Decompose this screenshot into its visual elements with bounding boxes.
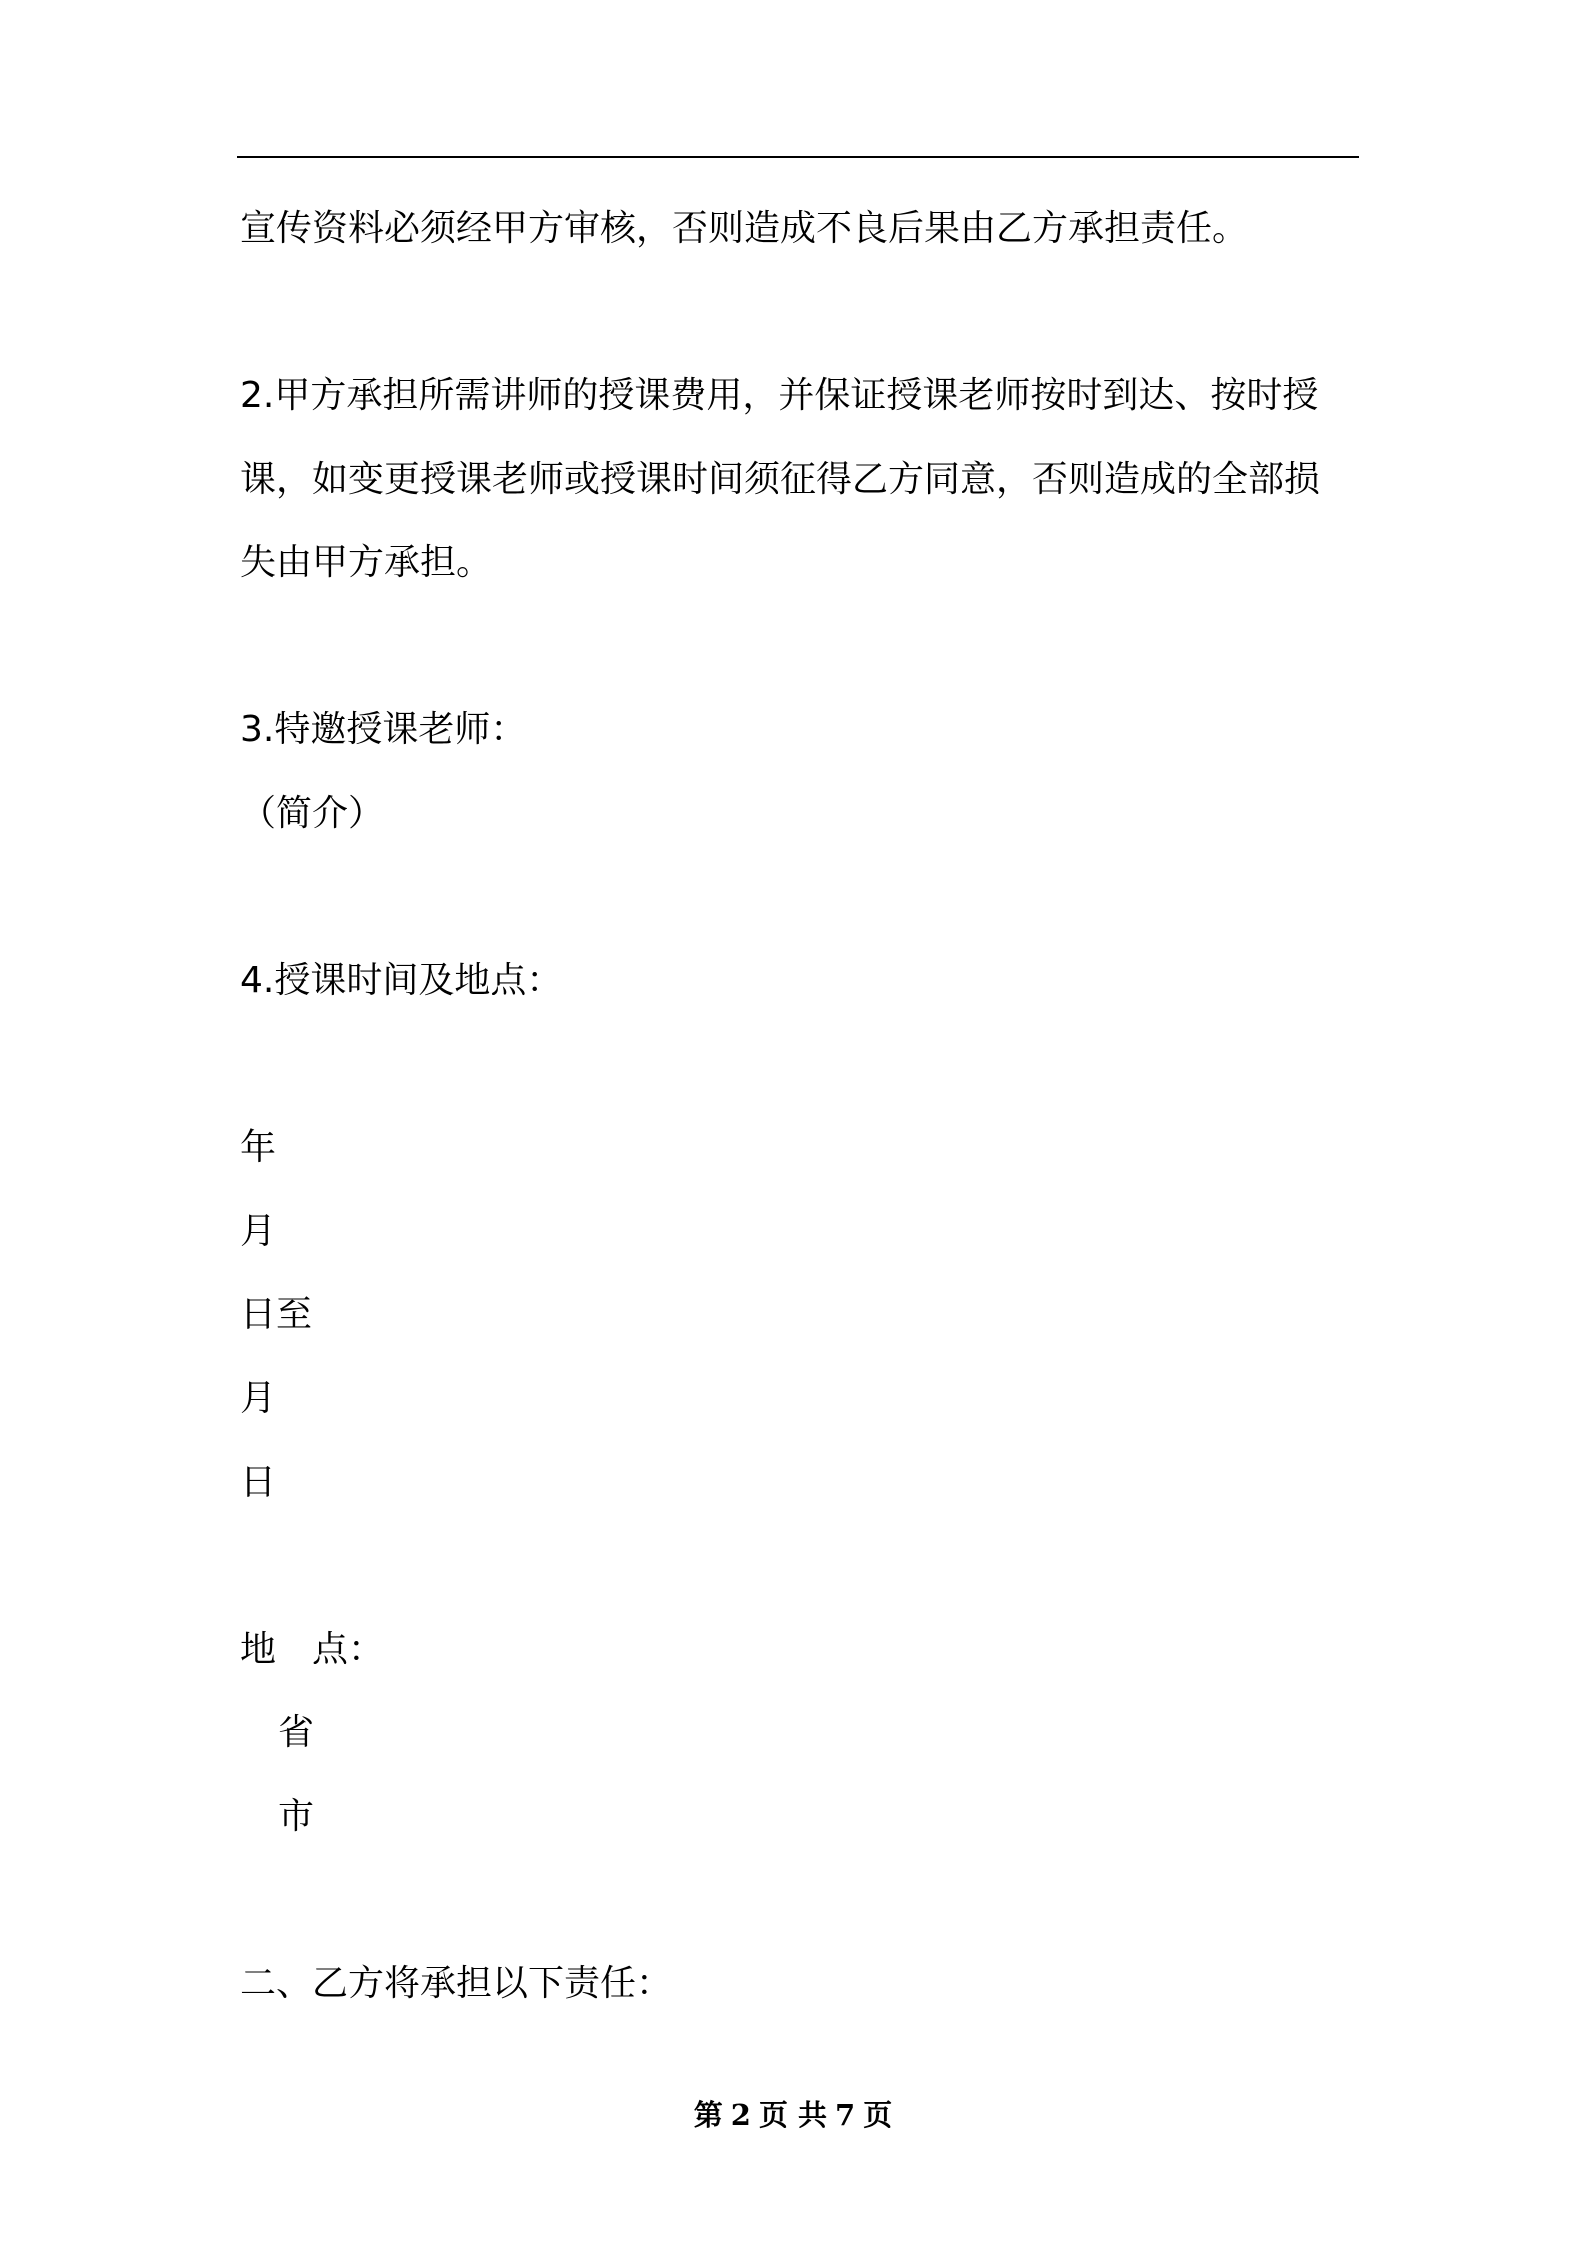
item-2-line-1: 2.甲方承担所需讲师的授课费用，并保证授课老师按时到达、按时授: [240, 375, 1319, 416]
footer-prefix: 第: [693, 2098, 723, 2132]
header-rule: [237, 156, 1359, 158]
paragraph-line: 宣传资料必须经甲方审核，否则造成不良后果由乙方承担责任。: [240, 208, 1249, 249]
date-month-end: 月: [240, 1378, 277, 1419]
item-3-note: （简介）: [240, 793, 385, 834]
footer-middle: 页 共: [758, 2098, 828, 2132]
item-3-label: 3.特邀授课老师：: [240, 709, 527, 750]
section-2-heading: 二、乙方将承担以下责任：: [240, 1963, 673, 2004]
footer-total-pages: 7: [835, 2098, 856, 2132]
item-2-line-3: 失由甲方承担。: [240, 542, 493, 583]
location-city: 市: [278, 1796, 315, 1837]
date-month-start: 月: [240, 1211, 277, 1252]
date-year: 年: [240, 1127, 277, 1168]
item-2-line-2: 课，如变更授课老师或授课时间须征得乙方同意，否则造成的全部损: [240, 459, 1321, 500]
date-day-start: 日至: [240, 1294, 313, 1335]
page-footer: [0, 2097, 1586, 2133]
date-day-end: 日: [240, 1462, 277, 1503]
location-province: 省: [278, 1712, 315, 1753]
footer-suffix: 页: [863, 2098, 893, 2132]
location-label-part-1: 地: [240, 1629, 277, 1670]
location-label: [240, 1628, 384, 1672]
item-4-label: 4.授课时间及地点：: [240, 960, 563, 1001]
footer-current-page: 2: [730, 2098, 751, 2132]
location-label-part-2: 点：: [312, 1629, 385, 1670]
